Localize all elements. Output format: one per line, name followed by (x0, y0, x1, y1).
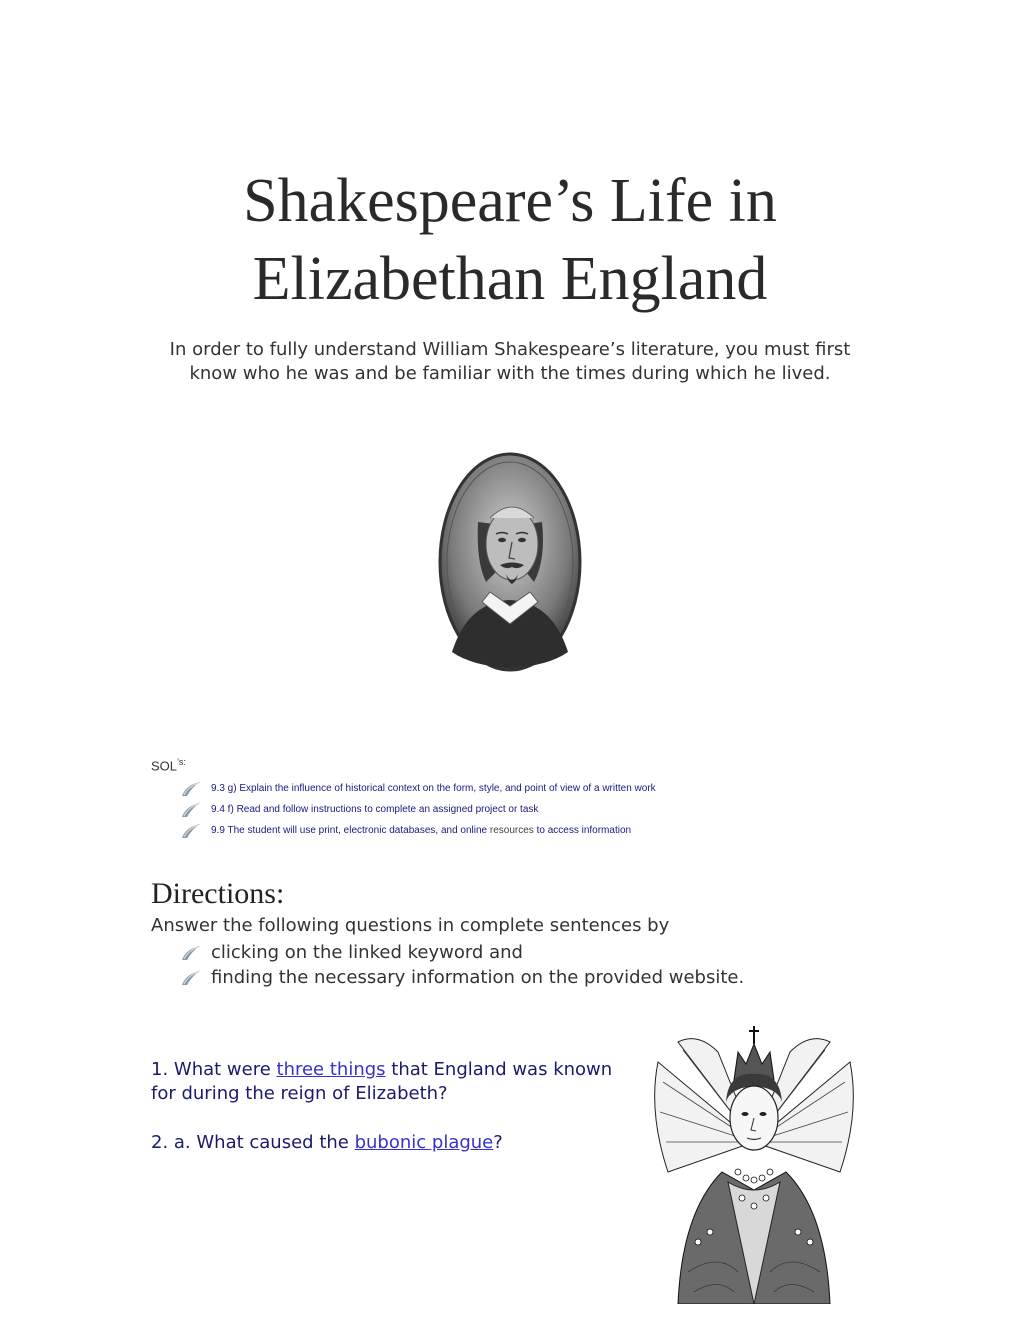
sol-item (180, 820, 656, 841)
intro-paragraph: In order to fully understand William Shakespeare’s literature, you must first know who he was and be familiar with the times during which he lived. (169, 339, 851, 384)
sol-item (180, 778, 656, 799)
directions-text: Answer the following questions in complete sentences by (151, 915, 670, 936)
question-2-before: 2. a. What caused the (151, 1132, 355, 1153)
shakespeare-portrait (438, 452, 582, 672)
sol-item-text: 9.4 f) Read and follow instructions to complete an assigned project or task (211, 804, 539, 815)
sol-item-text-b: resources (489, 825, 534, 836)
sols-heading-main: SOL (151, 758, 178, 774)
swoosh-bullet-icon (180, 781, 202, 797)
title-line-2: Elizabethan England (252, 245, 768, 313)
directions-item (180, 940, 744, 965)
sol-item-text-c: to access information (536, 825, 632, 836)
sol-item (180, 799, 656, 820)
question-2-after: ? (493, 1132, 503, 1153)
directions-item-text: clicking on the linked keyword and (211, 942, 523, 963)
directions-list (180, 940, 744, 990)
question-1-before: 1. What were (151, 1059, 277, 1080)
sol-list (180, 778, 656, 841)
sols-heading (151, 757, 186, 773)
directions-item-text: finding the necessary information on the provided website. (211, 967, 745, 988)
question-1 (151, 1058, 621, 1106)
sol-item-text: 9.3 g) Explain the influence of historical context on the form, style, and point of view of a written work (211, 783, 656, 794)
sol-item-text (211, 825, 631, 836)
swoosh-bullet-icon (180, 823, 202, 839)
swoosh-bullet-icon (180, 802, 202, 818)
question-2a (151, 1131, 503, 1155)
directions-heading: Directions: (151, 877, 285, 910)
directions-item (180, 965, 744, 990)
page-title (0, 162, 1020, 318)
swoosh-bullet-icon (180, 970, 202, 986)
sols-heading-suffix: ’s: (177, 757, 186, 767)
bubonic-plague-link[interactable]: bubonic plague (354, 1132, 494, 1153)
title-line-1: Shakespeare’s Life in (243, 167, 777, 235)
three-things-link[interactable]: three things (276, 1059, 386, 1080)
swoosh-bullet-icon (180, 945, 202, 961)
queen-elizabeth-engraving (638, 1022, 870, 1304)
sol-item-text-a: 9.9 The student will use print, electronic databases, and online (211, 825, 488, 836)
question-1-after: that England was known for during the reign of Elizabeth? (151, 1059, 613, 1104)
